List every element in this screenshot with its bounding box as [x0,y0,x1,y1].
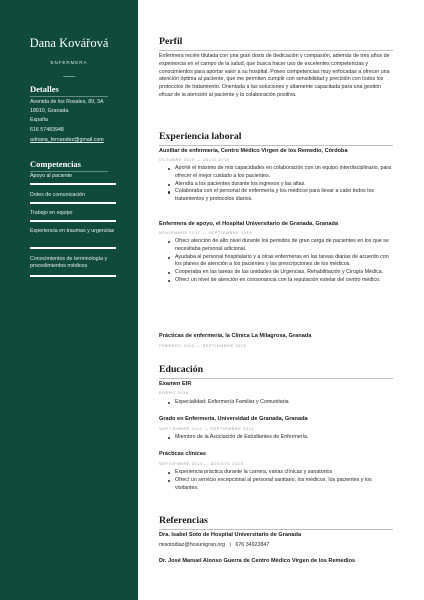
bullet-item: Ofrecí un servicio excepcional al personal sanitario, los médicos, los pacientes y los visitantes. [168,477,393,493]
education-title: Examen EIR [159,381,192,387]
education-dates: ENERO 2016 [159,390,189,395]
references-divider [159,529,393,530]
education-bullets [168,434,393,442]
experience-divider [159,145,393,146]
job-title: Enfermera de apoyo, el Hospital Universitario de Granada, Granada [159,221,339,227]
reference-phone: 676 34923847 [235,542,270,548]
profile-text: Enfermera recién titulada con una gran dosis de dedicación y compasión, además de tres años de experiencia en el campo de la salud, que busca hacer uso de excelentes competencias y conocimientos para aportar valor a su hospital. Poseo competencias muy enfocadas a ofrecer una atención óptima al paciente, que me permiten cumplir con sensibilidad y precisión con todos los protocolos de tratamiento. Orientada a las soluciones y altamente capacitada para una gestión eficaz de la atención al paciente y la colaboración positiva. [159,53,390,99]
skill-item: Conocimientos de terminología y procedimientos médicos [30,256,108,270]
job-bullets [168,238,393,285]
bullet-item: Cooperaba en las tareas de las unidades de Urgencias, Rehabilitación y Cirugía Médica. [168,269,393,277]
country: España [30,117,48,123]
skills-divider [30,171,108,172]
skill-level-bar [30,220,116,222]
skill-level-bar [30,275,116,277]
job-title: Prácticas de enfermería, la Clínica La Milagrosa, Granada [159,333,312,339]
skill-item: Experiencia en traumas y urgencias [30,228,115,234]
bullet-item: Ofrecí atención de alto nivel durante los periodos de gran carga de pacientes en los que se necesitaba personal adicional. [168,238,393,254]
job-dates: NOVIEMBRE 2017 — SEPTIEMBRE 2018 [159,230,253,235]
reference-email[interactable]: misotodiaz@hosunigran.org [159,542,226,548]
skill-item: Apoyo al paciente [30,173,73,179]
education-bullets [168,469,393,492]
address-line-2: 18010, Granada [30,108,69,114]
bullet-item: Colaboraba con el personal de enfermería y los médicos para llevar a cabo todos los tratamientos y protocolos diarios. [168,188,393,204]
bullet-item: Miembro de la Asociación de Estudiantes de Enfermería. [168,434,393,442]
reference-name: Dr. José Manuel Alonso Guerra de Centro Médico Virgen de los Remedios [159,558,356,564]
phone: 616 57483948 [30,127,64,133]
bullet-item: Especialidad: Enfermería Familiar y Comunitaria [168,399,393,407]
skill-level-bar [30,202,116,204]
skill-level-bar [30,183,116,185]
bullet-item: Aporté el máximo de mis capacidades en colaboración con un equipo interdisciplinario, para ofrecer el mejor cuidado a los pacientes. [168,165,393,181]
address-line-1: Avenida de los Rosales, 89, 3A [30,99,104,105]
job-bullets [168,165,393,204]
sidebar [0,0,138,600]
job-title: Auxiliar de enfermería, Centro Médico Virgen de los Remedio, Córdoba [159,148,348,154]
email-link[interactable]: adriana_fernandez@gmail.com [30,137,104,143]
skill-item: Trabajo en equipo [30,210,73,216]
reference-contact [159,542,269,548]
bullet-item: Ayudaba al personal hospitalario y a otras enfermeras en las tareas diarias de acuerdo con los planes de atención a los pacientes y las prescripciones de los médicos. [168,254,393,270]
bullet-item: Atendía a los pacientes durante los ingresos y las altas. [168,181,393,189]
education-title: Prácticas clínicas [159,451,206,457]
profile-heading: Perfil [159,36,183,47]
education-heading: Educación [159,364,204,375]
references-heading: Referencias [159,515,208,526]
job-dates: FEBRERO 2015 — SEPTIEMBRE 2015 [159,343,247,348]
skill-level-bar [30,247,116,249]
education-bullets [168,399,393,407]
candidate-name: Dana Kovářová [29,36,109,50]
education-dates: SEPTIEMBRE 2011 — SEPTIEMBRE 2015 [159,426,255,431]
skill-item: Dotes de comunicación [30,192,86,198]
name-divider [63,76,75,77]
education-dates: SEPTIEMBRE 2014 — AGOSTO 2015 [159,461,244,466]
profile-divider [159,50,393,51]
bullet-item: Ofrecí un nivel de atención en consonancia con la reputación estelar del centro médico. [168,277,393,285]
education-title: Grado en Enfermería, Universidad de Granada, Granada [159,416,308,422]
details-divider [30,96,108,97]
skills-heading: Competencias [30,159,81,169]
job-dates: OCTUBRE 2018 — JULIO 2019 [159,157,230,162]
reference-separator: | [229,542,231,548]
reference-name: Dra. Isabel Soto de Hospital Universitario de Granada [159,532,302,538]
bullet-item: Experiencia práctica durante la carrera, varias clínicas y sanatorios [168,469,393,477]
education-divider [159,378,393,379]
details-heading: Detalles [30,84,59,94]
experience-heading: Experiencia laboral [159,131,242,142]
candidate-role: ENFERMERA [50,60,88,65]
